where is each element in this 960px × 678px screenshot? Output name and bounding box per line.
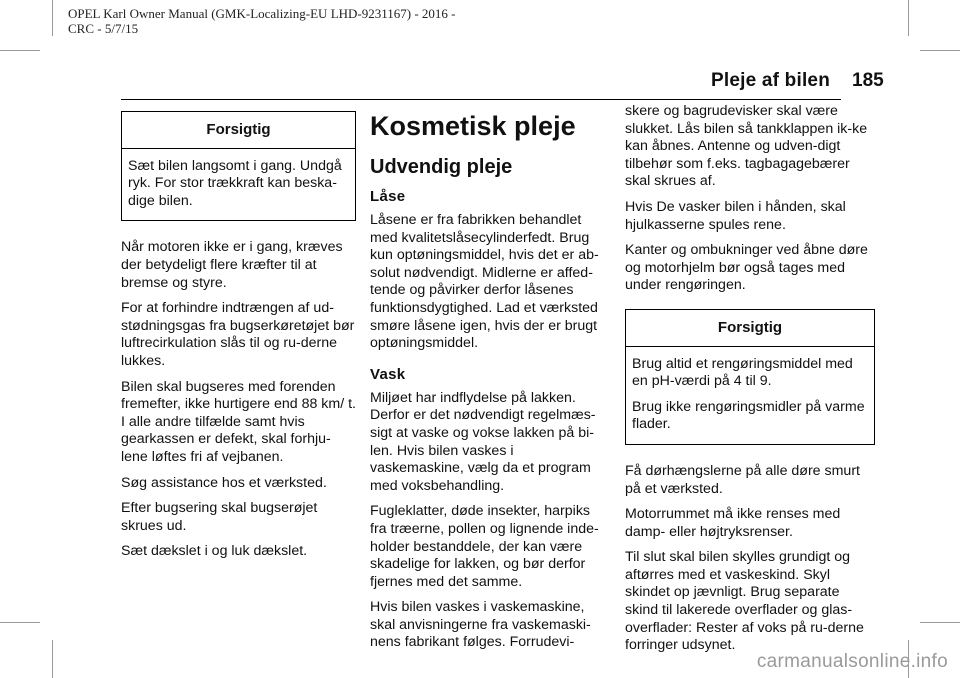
paragraph: Til slut skal bilen skylles grundigt og aftørres med et vaskeskind. Skyl skindet op jævnligt. Brug separate skind til lakerede overflader og glas-overflader: Rester af voks på ru-derne forringer udsynet. [625,549,864,654]
subsection-heading: Udvendig pleje [370,156,513,178]
paragraph: Når motoren ikke er i gang, kræves der betydeligt flere kræfter til at bremse og styre. [121,239,343,291]
paragraph: Sæt dækslet i og luk dækslet. [121,543,308,560]
topic-heading-wash: Vask [370,365,406,383]
crop-mark [0,622,40,623]
caution-body [626,347,874,444]
paragraph: Få dørhængslerne på alle døre smurt på et værksted. [625,462,860,497]
paragraph: Låsene er fra fabrikken behandlet med kvalitetslåsecylinderfedt. Brug kun optøningsmiddel, hvis det er ab-solut nødvendigt. Midlerne er affed-tende og påvirker derfor låsenes funktionsdygtighed. Lad et værksted smøre låsene igen, hvis der er brugt optøningsmiddel. [370,212,599,352]
caution-box [625,309,875,445]
watermark: carmanualsonline.info [756,651,948,672]
paragraph: Bilen skal bugseres med forenden fremefter, ikke hurtigere end 88 km/ t. I alle andre tilfælde samt hvis gearkassen er defekt, skal forhju-lene løftes fri af vejbanen. [121,378,356,465]
paragraph: Hvis bilen vaskes i vaskemaskine, skal anvisningerne fra vaskemaski-nens fabrikant følges. Forrudevi- [370,599,591,651]
paragraph: skere og bagrudevisker skal være slukket. Lås bilen så tankklappen ik-ke kan åbnes. Antenne og udven-digt tilbehør som f.eks. tagbagagebærer skal skrues af. [625,103,868,190]
crop-mark [920,50,960,51]
crop-mark [908,0,909,36]
header-line-2: CRC - 5/7/15 [68,21,139,36]
caution-text: Brug ikke rengøringsmidler på varme flader. [632,398,865,433]
paragraph: Fugleklatter, døde insekter, harpiks fra træerne, pollen og lignende inde-holder bestanddele, der kan være skadelige for lakken, og bør derfor fjernes med det samme. [370,503,599,590]
caution-text: Brug altid et rengøringsmiddel med en pH-værdi på 4 til 9. [632,355,853,390]
paragraph: For at forhindre indtrængen af ud-stødningsgas fra bugserkøretøjet bør luftrecirkulation slås til og ru-derne lukkes. [121,300,355,369]
column-right [625,103,875,663]
caution-box [121,111,356,221]
header-line-1: OPEL Karl Owner Manual (GMK-Localizing-EU LHD-9231167) - 2016 - [68,6,456,21]
caution-body [122,149,355,221]
header-rule [121,99,841,100]
paragraph: Efter bugsering skal bugserøjet skrues ud. [121,500,318,534]
document-header [68,6,456,36]
caution-title: Forsigtig [626,310,874,347]
page-number: 185 [852,70,884,91]
column-left [121,111,356,569]
page-title: Pleje af bilen [711,70,830,91]
section-heading: Kosmetisk pleje [370,111,576,141]
crop-mark [920,622,960,623]
paragraph: Motorrummet må ikke renses med damp- eller højtryksrenser. [625,506,841,540]
caution-text: Sæt bilen langsomt i gang. Undgå ryk. For stor trækkraft kan beska-dige bilen. [128,157,342,209]
caution-title: Forsigtig [122,112,355,149]
crop-mark [0,50,40,51]
topic-heading-locks: Låse [370,188,406,205]
crop-mark [52,0,53,36]
paragraph: Kanter og ombukninger ved åbne døre og motorhjelm bør også tages med under rengøringen. [625,242,868,294]
paragraph: Hvis De vasker bilen i hånden, skal hjulkasserne spules rene. [625,198,846,233]
paragraph: Miljøet har indflydelse på lakken. Derfor er det nødvendigt regelmæs-sigt at vaske og vokse lakken på bi-len. Hvis bilen vaskes i vaskemaskine, vælg da et program med voksbehandling. [370,389,596,494]
crop-mark [52,640,53,678]
paragraph: Søg assistance hos et værksted. [121,474,327,491]
column-middle [370,111,610,660]
